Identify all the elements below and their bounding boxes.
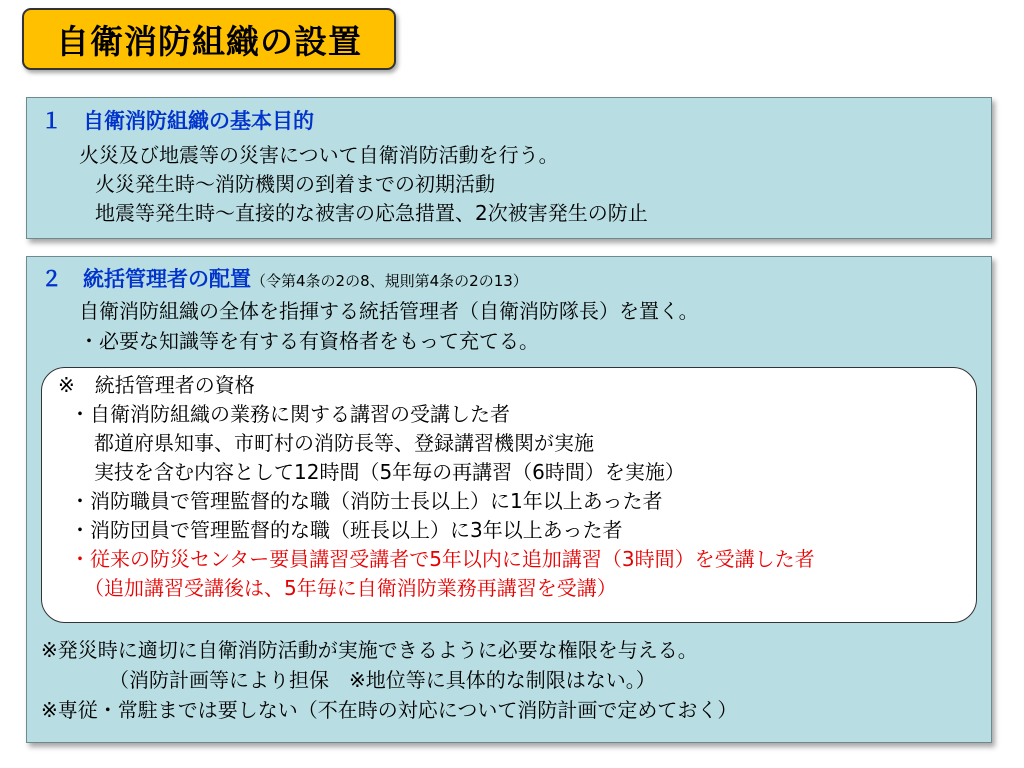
section1-line: 火災発生時～消防機関の到着までの初期活動 (95, 172, 495, 196)
section2-heading: ２ 統括管理者の配置 (41, 267, 251, 291)
section-manager-placement (26, 256, 992, 743)
qualification-line: 実技を含む内容として12時間（5年毎の再講習（6時間）を実施） (94, 460, 685, 484)
qualification-line: 都道府県知事、市町村の消防長等、登録講習機関が実施 (94, 431, 594, 455)
section2-heading-row (41, 266, 528, 294)
section1-heading: １ 自衛消防組織の基本目的 (41, 109, 314, 133)
qualification-line: ・消防職員で管理監督的な職（消防士長以上）に1年以上あった者 (70, 489, 663, 513)
title-box (22, 8, 396, 70)
section2-reference: （令第4条の2の8、規則第4条の2の13） (251, 272, 528, 290)
qualification-red-line: （追加講習受講後は、5年毎に自衛消防業務再講習を受講） (84, 576, 617, 600)
note-line: （消防計画等により担保 ※地位等に具体的な制限はない。） (109, 668, 656, 692)
qualification-box (41, 367, 977, 623)
note-line: ※専従・常駐までは要しない（不在時の対応について消防計画で定めておく） (41, 698, 738, 722)
page-title: 自衛消防組織の設置 (56, 21, 362, 61)
note-line: ※発災時に適切に自衛消防活動が実施できるように必要な権限を与える。 (41, 638, 698, 662)
qualification-line: ・消防団員で管理監督的な職（班長以上）に3年以上あった者 (70, 518, 623, 542)
section1-line: 地震等発生時～直接的な被害の応急措置、2次被害発生の防止 (95, 201, 648, 225)
qualification-line: ・自衛消防組織の業務に関する講習の受講した者 (70, 402, 510, 426)
qualification-red-line: ・従来の防災センター要員講習受講者で5年以内に追加講習（3時間）を受講した者 (70, 547, 815, 571)
section2-line: ・必要な知識等を有する有資格者をもって充てる。 (79, 329, 539, 353)
section-basic-purpose (26, 97, 992, 239)
section2-line: 自衛消防組織の全体を指揮する統括管理者（自衛消防隊長）を置く。 (79, 299, 699, 323)
qualification-heading: ※ 統括管理者の資格 (58, 373, 255, 397)
section1-line: 火災及び地震等の災害について自衛消防活動を行う。 (79, 143, 559, 167)
